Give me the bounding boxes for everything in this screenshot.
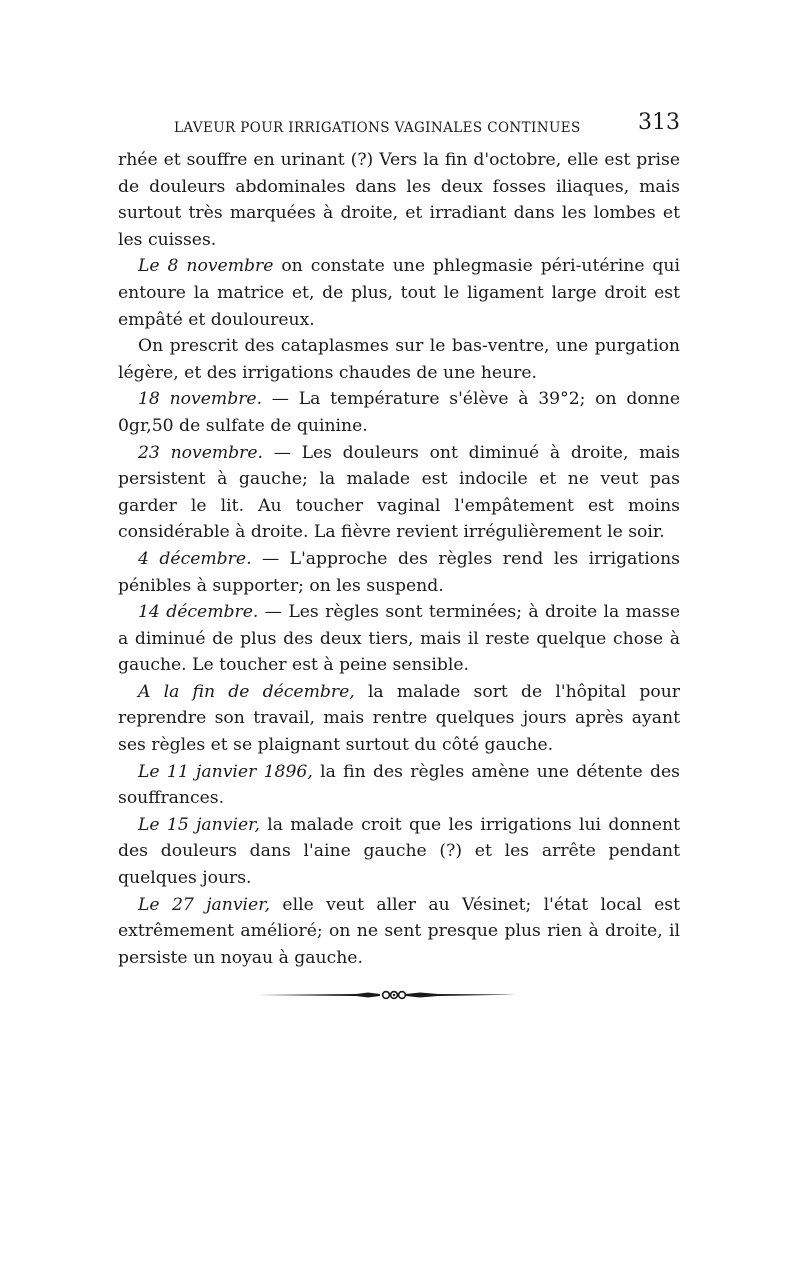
paragraph-lead: A la fin de décembre,: [138, 681, 355, 702]
paragraph: [118, 892, 680, 972]
paragraph-lead: Le 11 janvier 1896,: [138, 761, 313, 782]
running-title: LAVEUR POUR IRRIGATIONS VAGINALES CONTINUES: [174, 120, 581, 136]
paragraph: [118, 440, 680, 546]
paragraph: [118, 333, 680, 386]
paragraph-lead: 4 décembre.: [138, 548, 252, 569]
paragraph: [118, 759, 680, 812]
paragraph-text: la malade croit que les irrigations lui donnent des douleurs dans l'aine gauche (?) et les arrête pendant quelques jours.: [118, 814, 680, 889]
paragraph-text: — Les douleurs ont diminué à droite, mais persistent à gauche; la malade est indocile et ne veut pas garder le lit. Au toucher vaginal l'empâtement est moins considérable à droite. La fièvre revient irrégulièrement le soir.: [118, 442, 680, 543]
paragraph-text: la fin des règles amène une détente des souffrances.: [118, 761, 680, 809]
paragraph-lead: 14 décembre.: [138, 602, 259, 623]
paragraph: [118, 147, 680, 253]
paragraph-text: rhée et souffre en urinant (?) Vers la fin d'octobre, elle est prise de douleurs abdominales dans les deux fosses iliaques, mais surtout très marquées à droite, et irradiant dans les lombes et les cuisses.: [118, 150, 680, 250]
paragraph-text: elle veut aller au Vésinet; l'état local est extrêmement amélioré; on ne sent presque plus rien à droite, il persiste un noyau à gauche.: [118, 894, 680, 968]
page-header: [118, 110, 680, 144]
paragraph: [118, 599, 680, 679]
paragraph: [118, 546, 680, 599]
paragraph-lead: Le 15 janvier,: [138, 814, 260, 835]
paragraph-text: — La température s'élève à 39°2; on donne 0gr,50 de sulfate de quinine.: [118, 389, 680, 436]
paragraph-lead: 18 novembre.: [138, 389, 263, 410]
paragraph: [118, 253, 680, 333]
paragraph-lead: Le 27 janvier,: [138, 894, 271, 915]
paragraph-text: — L'approche des règles rend les irrigations pénibles à supporter; on les suspend.: [118, 548, 680, 596]
paragraph-lead: Le 8 novembre: [138, 256, 274, 277]
body-text: [118, 147, 680, 971]
paragraph-text: — Les règles sont terminées; à droite la masse a diminué de plus des deux tiers, mais il reste quelque chose à gauche. Le toucher est à peine sensible.: [118, 602, 680, 676]
paragraph: [118, 386, 680, 439]
paragraph-text: on constate une phlegmasie péri-utérine qui entoure la matrice et, de plus, tout le ligament large droit est empâté et douloureux.: [118, 256, 680, 330]
tailpiece-ornament-icon: [256, 984, 518, 1004]
paragraph: [118, 812, 680, 892]
paragraph-lead: 23 novembre.: [138, 442, 264, 463]
paragraph-text: On prescrit des cataplasmes sur le bas-ventre, une purgation légère, et des irrigations chaudes de une heure.: [118, 336, 680, 383]
page-number: 313: [638, 110, 680, 135]
paragraph: [118, 679, 680, 759]
paragraph-text: la malade sort de l'hôpital pour reprendre son travail, mais rentre quelques jours après ayant ses règles et se plaignant surtout du côté gauche.: [118, 681, 680, 756]
